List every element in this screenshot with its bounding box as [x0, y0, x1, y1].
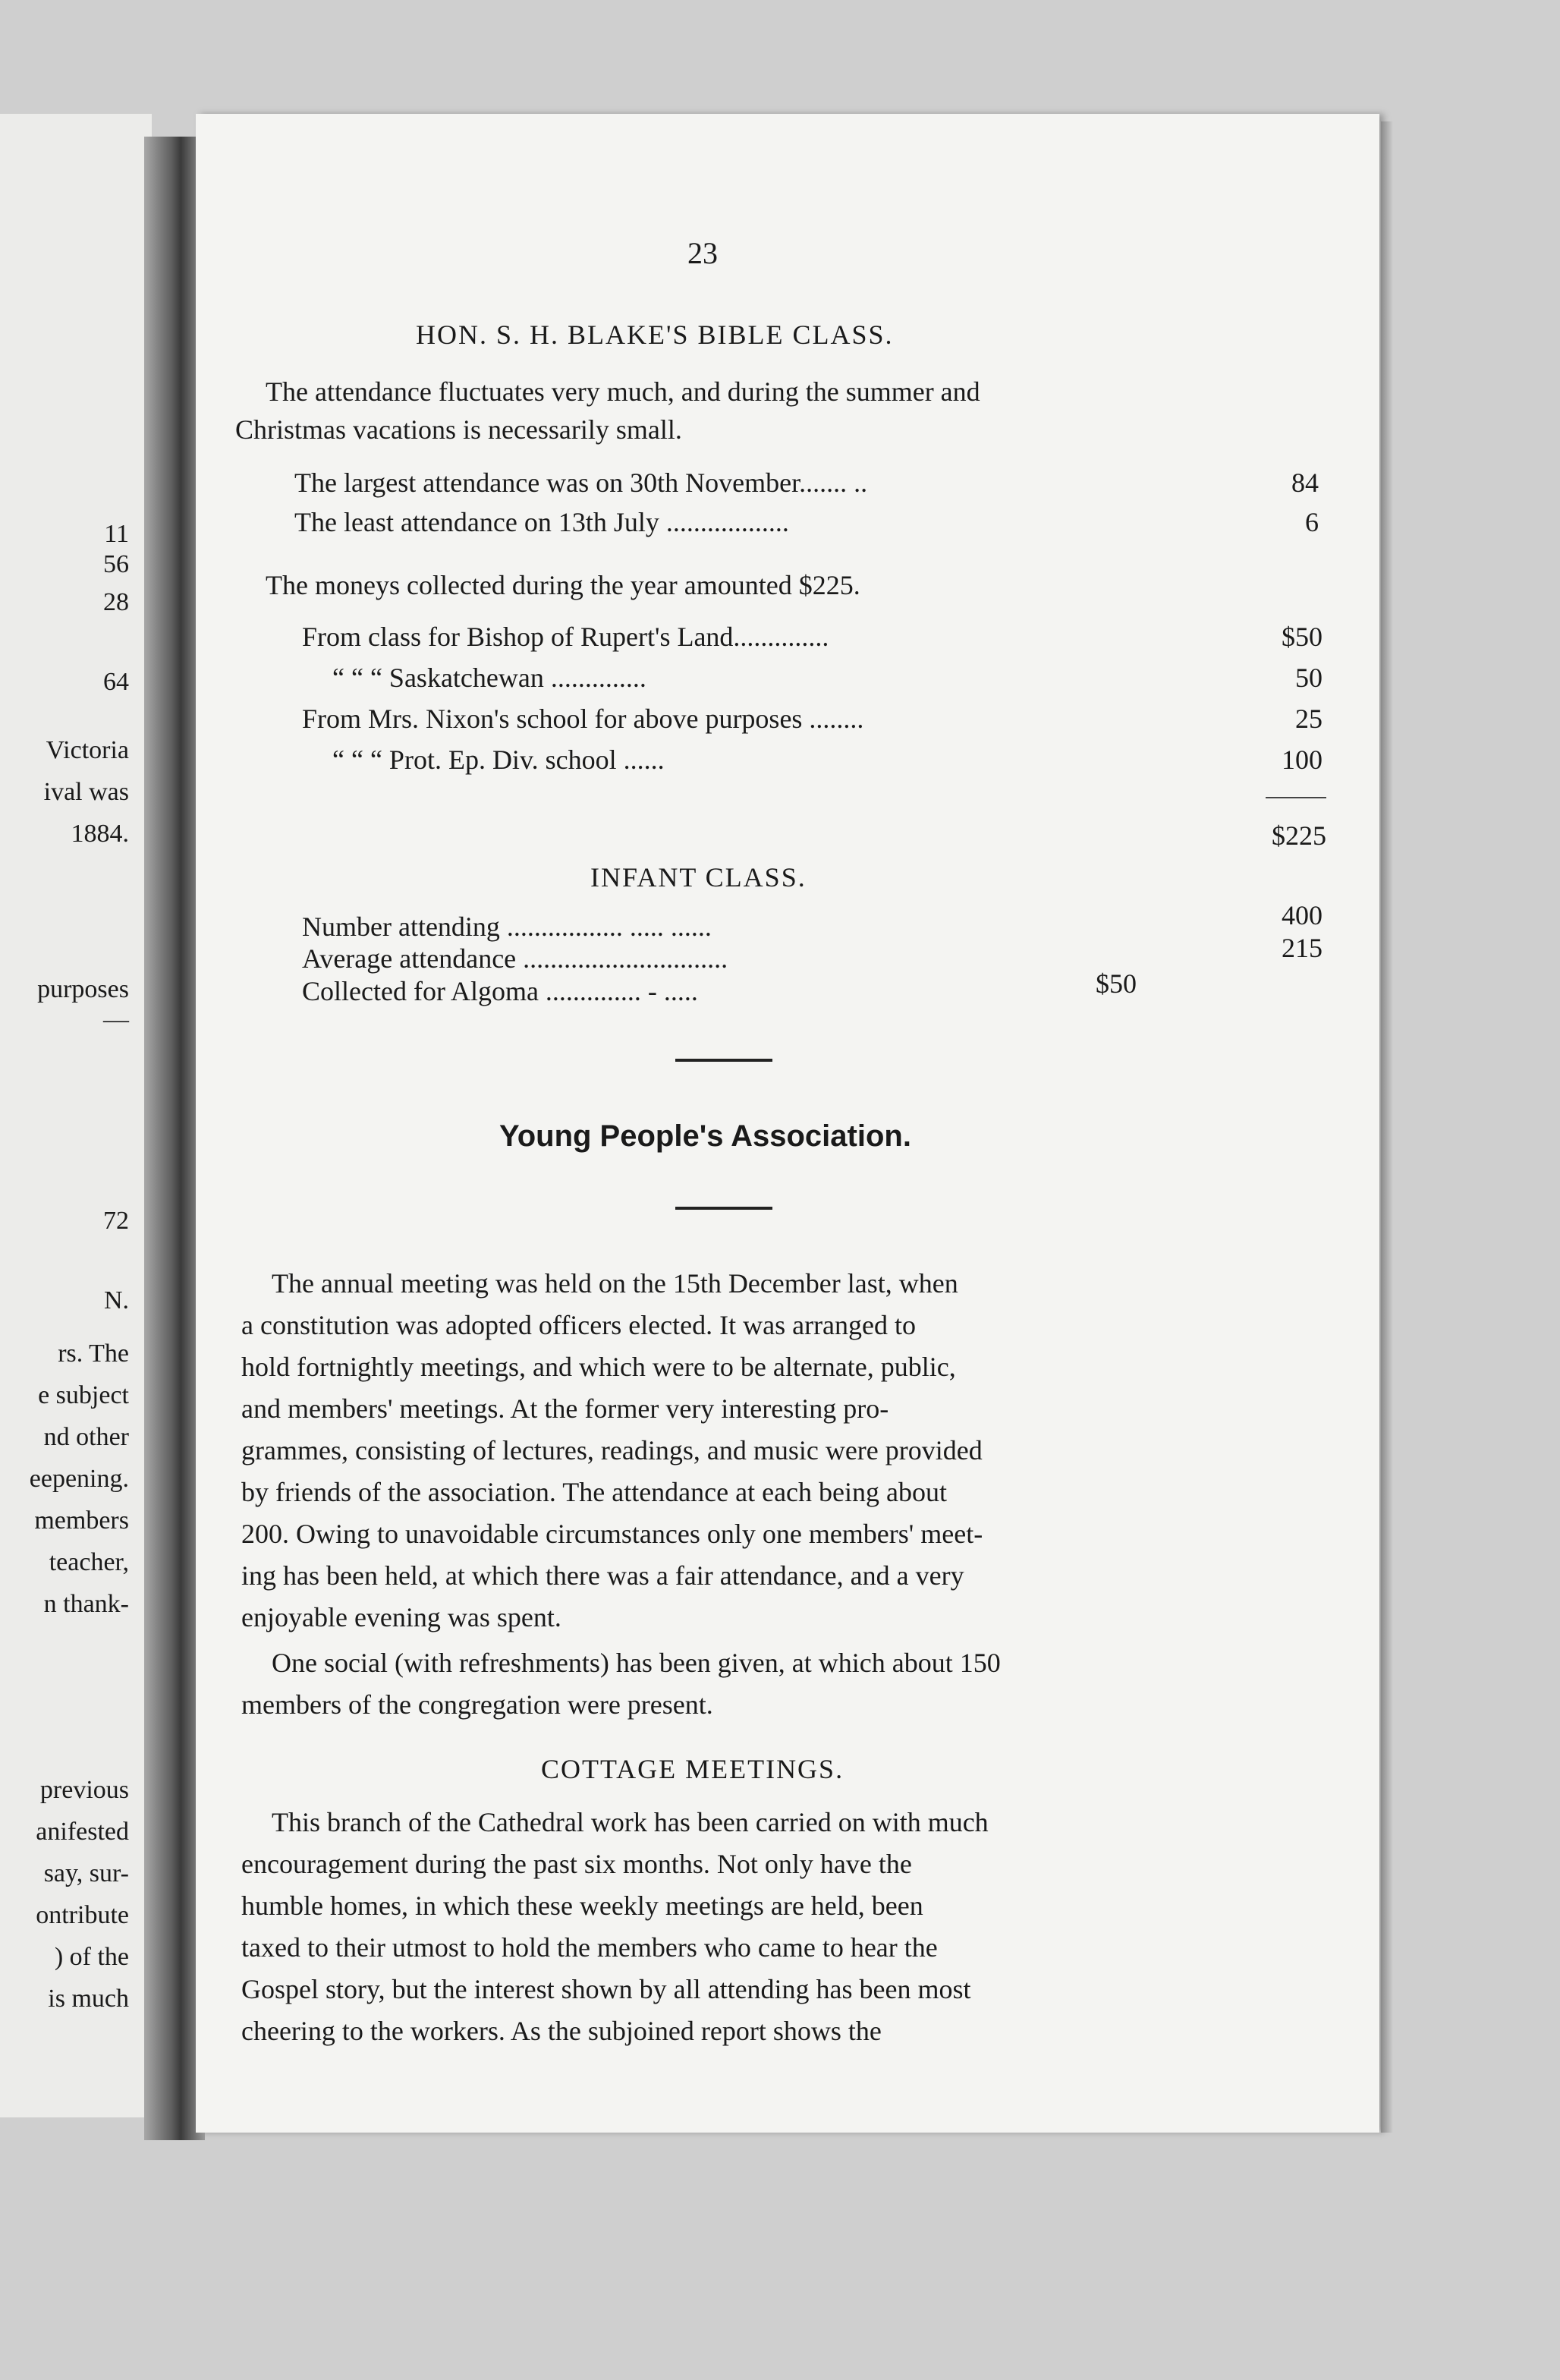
facing-text: n thank- [43, 1590, 129, 1618]
facing-text: ival was [43, 778, 129, 806]
page-edge-shadow [1381, 121, 1393, 2133]
facing-text: is much [48, 1985, 129, 2013]
facing-text: members [34, 1506, 129, 1535]
paragraph-line: Christmas vacations is necessarily small. [235, 414, 682, 445]
facing-text: ) of the [54, 1943, 129, 1971]
paragraph-line: members of the congregation were present. [241, 1689, 713, 1720]
facing-text: Victoria [46, 736, 129, 764]
facing-text: 64 [103, 668, 129, 696]
collection-label: “ “ “ Prot. Ep. Div. school ...... [332, 745, 665, 775]
section-heading-infant-class: INFANT CLASS. [590, 862, 807, 892]
facing-text: — [103, 1006, 129, 1034]
infant-label: Number attending ................. ..... ...... [302, 911, 712, 942]
section-heading-cottage-meetings: COTTAGE MEETINGS. [541, 1754, 844, 1784]
sum-rule [1266, 797, 1326, 798]
section-heading-bible-class: HON. S. H. BLAKE'S BIBLE CLASS. [416, 320, 894, 350]
infant-label: Collected for Algoma .............. - ..... [302, 976, 698, 1006]
facing-text: nd other [43, 1423, 129, 1451]
paragraph-line: humble homes, in which these weekly meetings are held, been [241, 1890, 923, 1921]
attendance-label: The least attendance on 13th July .................. [294, 507, 789, 537]
collection-value: $50 [1282, 622, 1323, 652]
divider [675, 1059, 772, 1062]
attendance-value: 84 [1291, 468, 1319, 498]
facing-text: previous [39, 1776, 129, 1804]
facing-text: anifested [36, 1818, 129, 1846]
paragraph-line: 200. Owing to unavoidable circumstances only one members' meet- [241, 1519, 983, 1549]
facing-text: purposes [37, 975, 129, 1003]
facing-text: eepening. [29, 1465, 129, 1493]
collection-value: 100 [1282, 745, 1323, 775]
paragraph-line: The moneys collected during the year amounted $225. [266, 570, 860, 600]
page-number: 23 [687, 236, 718, 270]
facing-text: 72 [103, 1207, 129, 1235]
collection-label: From class for Bishop of Rupert's Land.............. [302, 622, 829, 652]
paragraph-line: encouragement during the past six months. Not only have the [241, 1849, 912, 1879]
paragraph-line: and members' meetings. At the former very interesting pro- [241, 1393, 889, 1424]
paragraph-line: This branch of the Cathedral work has been carried on with much [272, 1807, 989, 1837]
collection-value: 50 [1295, 663, 1323, 693]
facing-text: rs. The [58, 1340, 129, 1368]
infant-value: 215 [1282, 933, 1323, 963]
facing-text: N. [103, 1286, 129, 1314]
collection-label: “ “ “ Saskatchewan .............. [332, 663, 646, 693]
facing-text: 56 [103, 550, 129, 578]
facing-text: 11 [104, 520, 129, 548]
paragraph-line: ing has been held, at which there was a fair attendance, and a very [241, 1560, 964, 1591]
paragraph-line: enjoyable evening was spent. [241, 1602, 561, 1632]
attendance-label: The largest attendance was on 30th November....... .. [294, 468, 868, 498]
infant-value: $50 [1096, 968, 1137, 999]
book-page [196, 114, 1379, 2133]
infant-label: Average attendance .............................. [302, 943, 728, 974]
facing-page [0, 114, 152, 2117]
paragraph-line: hold fortnightly meetings, and which were to be alternate, public, [241, 1352, 956, 1382]
facing-text: e subject [38, 1381, 129, 1409]
collection-total: $225 [1272, 820, 1326, 851]
paragraph-line: cheering to the workers. As the subjoined report shows the [241, 2016, 882, 2046]
divider [675, 1207, 772, 1210]
paragraph-line: One social (with refreshments) has been given, at which about 150 [272, 1648, 1001, 1678]
paragraph-line: Gospel story, but the interest shown by all attending has been most [241, 1974, 971, 2004]
facing-text: ontribute [36, 1901, 129, 1929]
facing-text: teacher, [49, 1548, 129, 1576]
section-heading-association: Young People's Association. [499, 1119, 911, 1153]
paragraph-line: The annual meeting was held on the 15th December last, when [272, 1268, 958, 1299]
facing-text: say, sur- [43, 1859, 129, 1887]
paragraph-line: by friends of the association. The attendance at each being about [241, 1477, 947, 1507]
paragraph-line: a constitution was adopted officers elected. It was arranged to [241, 1310, 917, 1340]
attendance-value: 6 [1305, 507, 1319, 537]
paragraph-line: grammes, consisting of lectures, readings, and music were provided [241, 1435, 983, 1465]
paragraph-line: taxed to their utmost to hold the members who came to hear the [241, 1932, 938, 1963]
facing-text: 1884. [71, 820, 129, 848]
collection-label: From Mrs. Nixon's school for above purposes ........ [302, 704, 864, 734]
collection-value: 25 [1295, 704, 1323, 734]
facing-text: 28 [103, 588, 129, 616]
infant-value: 400 [1282, 900, 1323, 930]
paragraph-line: The attendance fluctuates very much, and during the summer and [266, 376, 980, 407]
